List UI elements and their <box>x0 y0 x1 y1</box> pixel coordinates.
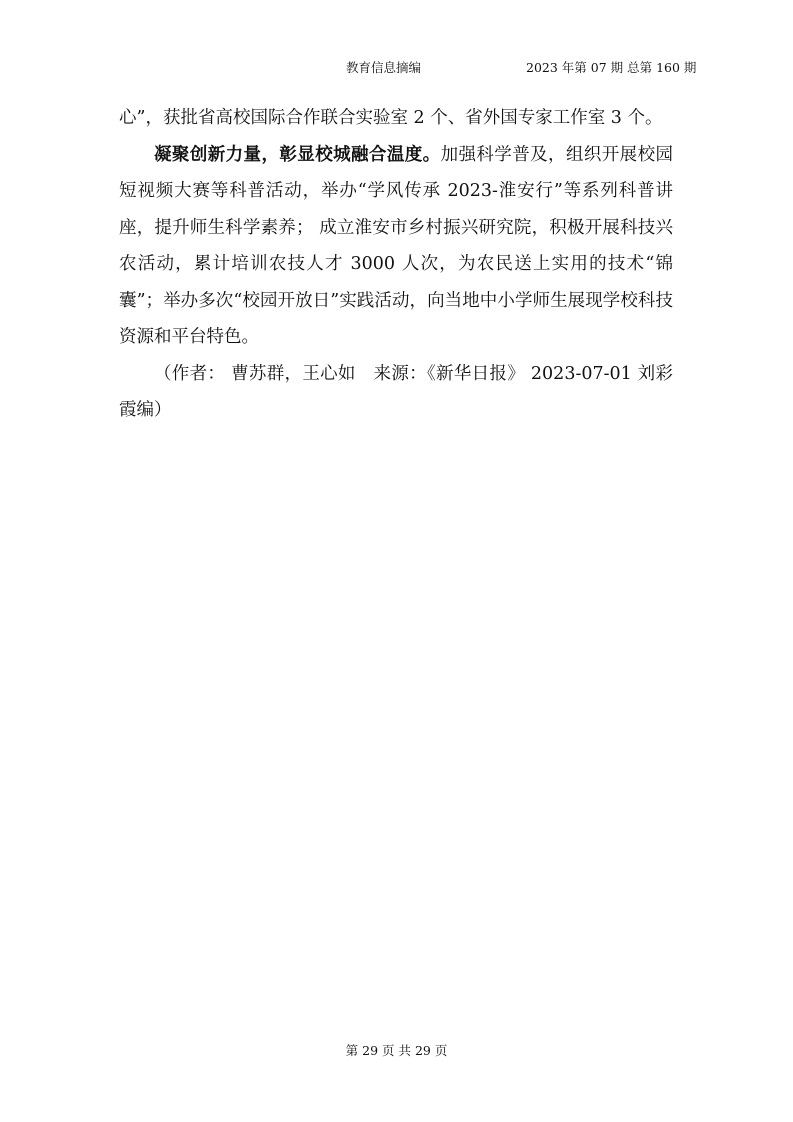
issue-number: 2023 年第 07 期 总第 160 期 <box>526 60 697 75</box>
article-body <box>119 100 673 429</box>
page-number: 第 29 页 共 29 页 <box>345 1043 448 1058</box>
paragraph-bold-lead: 凝聚创新力量，彰显校城融合温度。 <box>154 144 441 165</box>
article-source-note: （作者： 曹苏群，王心如 来源：《新华日报》 2023-07-01 刘彩霞编） <box>119 363 673 420</box>
paragraph-continuation: 心”，获批省高校国际合作联合实验室 2 个、省外国专家工作室 3 个。 <box>119 108 663 128</box>
paragraph-body-text: 加强科学普及，组织开展校园短视频大赛等科普活动，举办“学风传承 2023-淮安行”等系列科普讲座，提升师生科学素养； 成立淮安市乡村振兴研究院，积极开展科技兴农活动，累计培训农技人才 3000 人次，为农民送上实用的技术“锦囊”；举办多次“校园开放日”实践活动，向当地中小学师生展现学校科技资源和平台特色。 <box>119 144 674 347</box>
page-footer <box>0 1041 793 1059</box>
page-header <box>0 58 793 78</box>
paragraph-science-outreach <box>119 137 673 356</box>
publication-title: 教育信息摘编 <box>346 60 422 75</box>
